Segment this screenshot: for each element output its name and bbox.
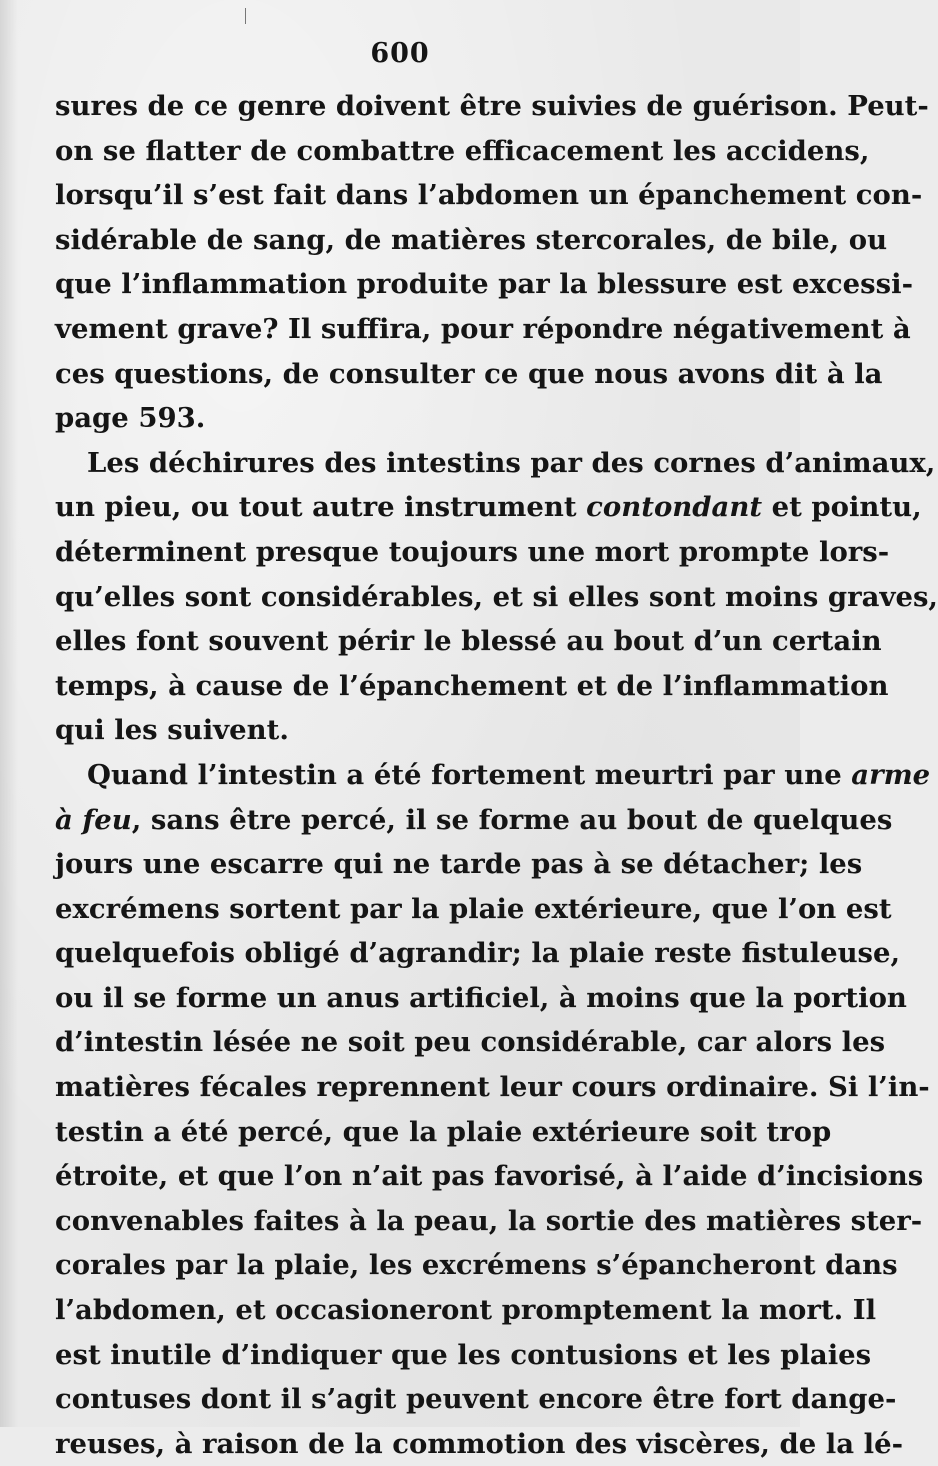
text-line: reuses, à raison de la commotion des viscères, de la lé- [55, 1427, 903, 1460]
paragraph-first-line: Les déchirures des intestins par des cornes d’animaux, [87, 446, 936, 479]
page-number: 600 [370, 38, 430, 69]
text-line: corales par la plaie, les excrémens s’épancheront dans [55, 1249, 898, 1282]
italic-term: à feu [55, 803, 132, 836]
text-line: vement grave? Il suffira, pour répondre négativement à [55, 312, 911, 345]
body-text [55, 84, 938, 1466]
text-line: déterminent presque toujours une mort prompte lors- [55, 535, 890, 568]
text-line: contuses dont il s’agit peuvent encore être fort dange- [55, 1383, 897, 1416]
text-line: l’abdomen, et occasioneront promptement la mort. Il [55, 1294, 877, 1327]
text-line: elles font souvent périr le blessé au bout d’un certain [55, 625, 882, 658]
italic-term: contondant [586, 491, 763, 524]
text-line: à feu, sans être percé, il se forme au bout de quelques [55, 803, 893, 836]
text-line: excrémens sortent par la plaie extérieure, que l’on est [55, 892, 892, 925]
text-line: ces questions, de consulter ce que nous avons dit à la [55, 357, 883, 390]
text-line: lorsqu’il s’est fait dans l’abdomen un épanchement con- [55, 179, 923, 212]
text-line: qui les suivent. [55, 714, 289, 747]
italic-term: arme [851, 758, 931, 791]
text-line: sures de ce genre doivent être suivies de guérison. Peut- [55, 90, 929, 122]
text-line: que l’inflammation produite par la blessure est excessi- [55, 268, 913, 301]
text-line: ou il se forme un anus artificiel, à moins que la portion [55, 981, 907, 1014]
text-line: un pieu, ou tout autre instrument contondant et pointu, [55, 491, 922, 524]
text-line: est inutile d’indiquer que les contusions et les plaies [55, 1338, 872, 1371]
margin-mark [245, 8, 246, 24]
text-line: d’intestin lésée ne soit peu considérable, car alors les [55, 1026, 886, 1059]
page-edge-shadow [0, 0, 18, 1427]
paragraph-first-line: Quand l’intestin a été fortement meurtri par une arme [87, 758, 931, 791]
text-line: temps, à cause de l’épanchement et de l’inflammation [55, 669, 889, 702]
text-line: on se flatter de combattre efficacement les accidens, [55, 134, 870, 167]
text-line: testin a été percé, que la plaie extérieure soit trop [55, 1115, 832, 1148]
text-line: matières fécales reprennent leur cours ordinaire. Si l’in- [55, 1071, 930, 1104]
text-line: étroite, et que l’on n’ait pas favorisé, à l’aide d’incisions [55, 1160, 924, 1193]
text-line: quelquefois obligé d’agrandir; la plaie reste fistuleuse, [55, 937, 901, 970]
text-line: jours une escarre qui ne tarde pas à se détacher; les [55, 848, 863, 881]
text-line: sidérable de sang, de matières stercorales, de bile, ou [55, 223, 888, 256]
text-line: page 593. [55, 402, 206, 435]
text-line: qu’elles sont considérables, et si elles sont moins graves, [55, 580, 938, 613]
text-line: convenables faites à la peau, la sortie des matières ster- [55, 1204, 923, 1237]
